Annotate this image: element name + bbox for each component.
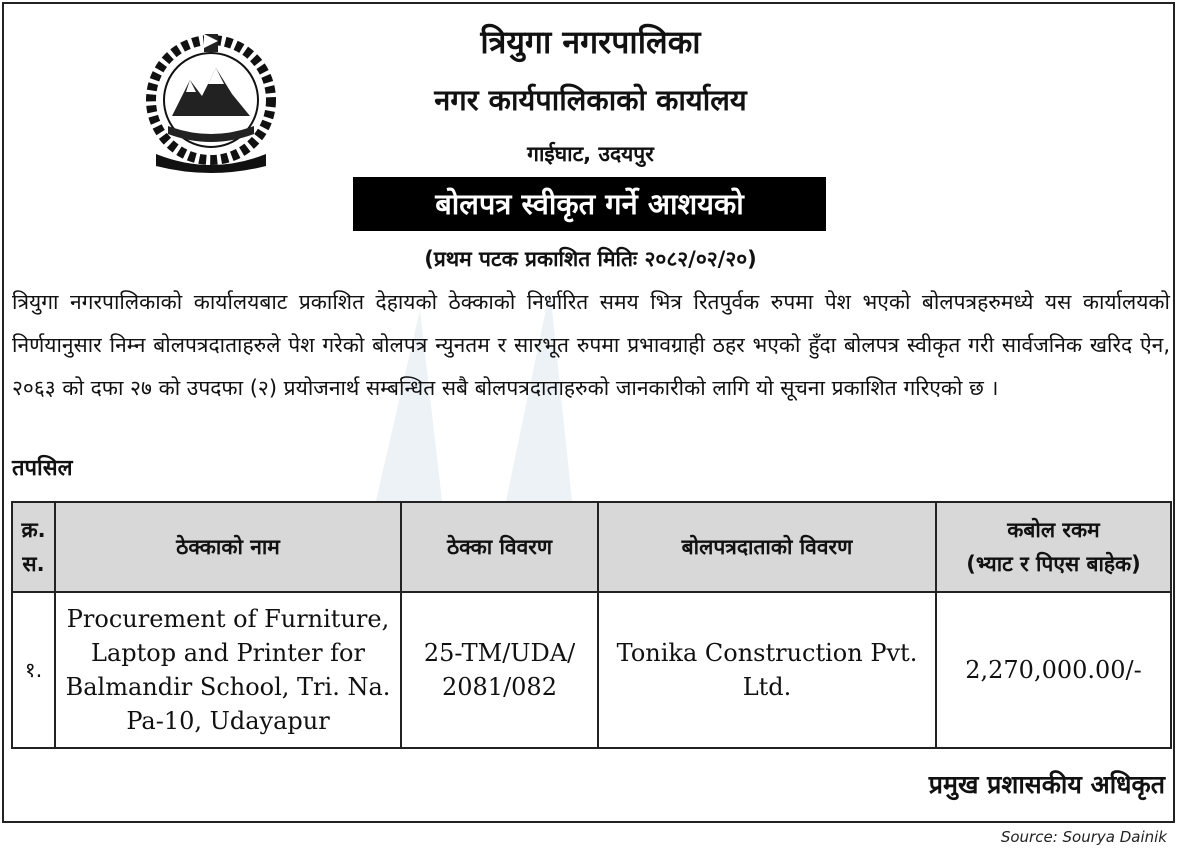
contract-name-line: Laptop and Printer for [91, 639, 365, 667]
schedule-label: तपसिल [12, 456, 73, 481]
col-header-amount-line2: (भ्याट र पिएस बाहेक) [966, 552, 1141, 576]
bidder-detail-line: Tonika Construction Pvt. [616, 639, 918, 667]
contract-detail-line: 2081/082 [442, 673, 557, 701]
cell-contract-detail [401, 592, 598, 748]
contract-name-line: Procurement of Furniture, [66, 605, 390, 633]
col-header-amount-line1: कबोल रकम [1007, 518, 1100, 542]
col-header-bidder-detail: बोलपत्रदाताको विवरण [598, 502, 936, 592]
col-header-amount [936, 502, 1171, 592]
col-header-sn-line1: क्र. [21, 518, 46, 542]
cell-contract-name [55, 592, 401, 748]
cell-amount: 2,270,000.00/- [936, 592, 1171, 748]
org-name: त्रियुगा नगरपालिका [480, 23, 701, 61]
contract-name-line: Pa-10, Udayapur [126, 707, 330, 735]
col-header-contract-detail: ठेक्का विवरण [401, 502, 598, 592]
col-header-sn-line2: स. [22, 552, 45, 576]
contract-name-line: Balmandir School, Tri. Na. [65, 673, 391, 701]
bidder-detail-line: Ltd. [742, 673, 792, 701]
table-header-row [12, 502, 1171, 592]
table-row [12, 592, 1171, 748]
cell-bidder-detail [598, 592, 936, 748]
contract-detail-line: 25-TM/UDA/ [423, 639, 576, 667]
office-address: गाईघाट, उदयपुर [527, 142, 654, 166]
signoff-title: प्रमुख प्रशासकीय अधिकृत [928, 770, 1165, 799]
col-header-contract-name: ठेक्काको नाम [55, 502, 401, 592]
notice-title-banner: बोलपत्र स्वीकृत गर्ने आशयको [353, 177, 826, 231]
office-name: नगर कार्यपालिकाको कार्यालय [434, 83, 747, 117]
notice-paragraph: त्रियुगा नगरपालिकाको कार्यालयबाट प्रकाशित देहायको ठेक्काको निर्धारित समय भित्र रितपुर्वक रुपमा पेश भएको बोलपत्रहरुमध्ये यस कार्यालयको निर्णयानुसार निम्न बोलपत्रदाताहरुले पेश गरेको बोलपत्र न्युनतम र सारभूत रुपमा प्रभावग्राही ठहर भएको हुँदा बोलपत्र स्वीकृत गरी सार्वजनिक खरिद ऐन, २०६३ को दफा २७ को उपदफा (२) प्रयोजनार्थ सम्बन्धित सबै बोलपत्रदाताहरुको जानकारीको लागि यो सूचना प्रकाशित गरिएको छ । [12, 290, 1170, 400]
publish-date: (प्रथम पटक प्रकाशित मितिः २०८२/०२/२०) [424, 247, 757, 271]
source-credit: Source: Sourya Dainik [1000, 828, 1167, 846]
col-header-sn [12, 502, 55, 592]
cell-sn: १. [12, 592, 55, 748]
award-table [11, 501, 1172, 749]
